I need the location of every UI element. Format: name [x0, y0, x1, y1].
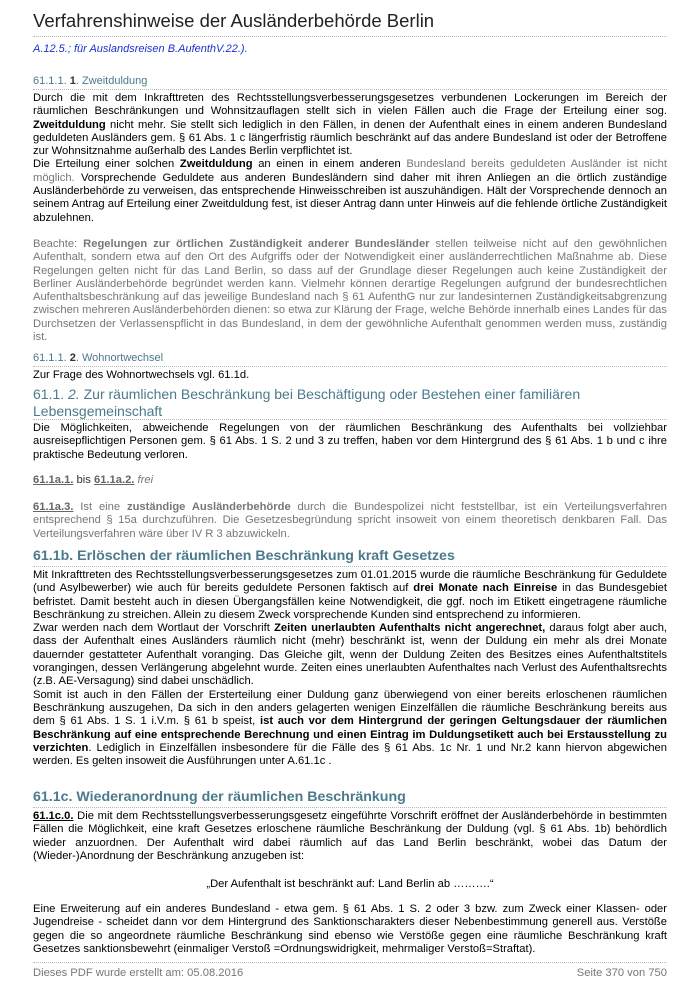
document-title: Verfahrenshinweise der Ausländerbehörde Berlin — [33, 10, 435, 31]
heading-number: 61.1.1. — [33, 75, 67, 87]
heading-divider — [33, 419, 667, 420]
heading-number-bold: 1 — [69, 75, 76, 87]
quote-line: „Der Aufenthalt ist beschränkt auf: Land Berlin ab ……….“ — [206, 878, 494, 890]
bold-text: Zeiten unerlaubten Aufenthalts nicht angerechnet, — [274, 622, 546, 635]
text: Vorsprechende Geduldete aus anderen Bundesländern sind daher mit ihren Anliegen an die örtlich zuständige Ausländerbehörde zu verweisen, das entsprechende Hinweisschreiben ist auszuhändigen. Hält der Vorsprechende dennoch an seinem Antrag auf Erteilung einer Zweitduldung fest, ist dieser Antrag dann unter Hinweis auf die fehlende örtliche Zuständigkeit abzulehnen. — [33, 171, 667, 224]
grey-text: Bundesland bereits geduldeten Ausländer ist nicht möglich. — [33, 158, 668, 184]
heading-beschaeftigung — [33, 386, 667, 419]
heading-text: Zur räumlichen Beschränkung bei Beschäftigung oder Bestehen einer familiären Lebensgemeinschaft — [33, 386, 581, 419]
reference-line: A.12.5.; für Auslandsreisen B.AufenthV.22.). — [33, 43, 248, 55]
heading-wiederanordnung: 61.1c. Wiederanordnung der räumlichen Beschränkung — [33, 789, 406, 805]
footer-page-number: Seite 370 von 750 — [576, 967, 667, 979]
heading-text: . Zweitduldung — [75, 75, 148, 87]
text: Ist eine — [80, 501, 121, 513]
text: an einen in einem anderen — [258, 158, 401, 171]
link-61-1a-3[interactable]: 61.1a.3. — [33, 501, 74, 513]
bold-text: ist auch vor dem Hintergrund der geringen Geltungsdauer der räumlichen Beschränkung auf eine entsprechende Berechnung und einen Eintrag im Duldungsetikett auch bei Erstausstellung zu verzichten — [33, 715, 667, 754]
heading-erloeschen: 61.1b. Erlöschen der räumlichen Beschränkung kraft Gesetzes — [33, 548, 455, 564]
paragraph-wohnortwechsel: Zur Frage des Wohnortwechsels vgl. 61.1d. — [33, 369, 250, 381]
note-paragraph — [33, 238, 667, 344]
bold-text: Regelungen zur örtlichen Zuständigkeit anderer Bundesländer — [83, 238, 430, 250]
note-label: Beachte: — [33, 238, 78, 250]
paragraph-erloeschen — [33, 569, 667, 768]
footer-divider — [33, 962, 667, 963]
text: nicht mehr. Sie stellt sich lediglich in den Fällen, in denen der Aufenthalt eines in einem anderen Bundesland geduldeten Ausländers gem. § 61 Abs. 1 c längerfristig räumlich beschränkt auf das andere Bundesland ist oder der Betroffene zur Wohnsitznahme außerhalb des Landes Berlin verpflichtet ist. — [33, 118, 667, 158]
text: in das Bundesgebiet befristet. Damit besteht auch in diesen Übergangsfällen keine Notwendigkeit, die ggf. noch im Etikett eingetragene räumliche Beschränkung zu streichen. Allein zu diesem Zweck vorsprechende Kunden sind entsprechend zu informieren. — [33, 582, 668, 621]
text: . Lediglich in Einzelfällen insbesondere für die Fälle des § 61 Abs. 1c Nr. 1 und Nr.2 kann hiervon abgewichen werden. Es gelten insoweit die Ausführungen unter A.61.1c . — [33, 741, 667, 768]
text: Mit Inkrafttreten des Rechtsstellungsverbesserungsgesetzes zum 01.01.2015 wurde die räumliche Beschränkung für Geduldete (und Asylbewerber) wie auch für bereits geduldete Personen faktisch auf — [33, 569, 667, 595]
text: Durch die mit dem Inkrafttreten des Rechtsstellungsverbesserungsgesetzes verbundenen Lockerungen im Bereich der räumlichen Beschränkungen und Wohnsitzauflagen stellt sich in vielen Fällen auch die Frage der Erteilung einer sog. — [33, 92, 667, 118]
paragraph-frei — [33, 474, 667, 487]
paragraph-beschaeftigung: Die Möglichkeiten, abweichende Regelungen von der räumlichen Beschränkung des Aufenthalts bei vollziehbar ausreisepflichtigen Personen gem. § 61 Abs. 1 S. 2 und 3 zu treffen, haben vor dem Hintergrund des § 61 Abs. 1 b und c ihre praktische Bedeutung verloren. — [33, 422, 667, 461]
text: durch die Bundespolizei nicht feststellbar, ist ein Verteilungsverfahren entsprechend § 15a durchzuführen. Die Gesetzesbegründung spricht insoweit von einem theoretisch denkbaren Fall. Das Verteilungsverfahren wäre über IV R 3 abzuwickeln. — [33, 501, 667, 540]
heading-number-bold: 2 — [69, 352, 76, 364]
bold-text: zuständige Ausländerbehörde — [126, 501, 291, 513]
title-divider — [33, 36, 667, 37]
heading-zweitduldung — [33, 75, 667, 88]
heading-wohnortwechsel — [33, 352, 667, 365]
heading-text: . Wohnortwechsel — [75, 352, 164, 364]
footer-created: Dieses PDF wurde erstellt am: 05.08.2016 — [33, 967, 244, 979]
text: Zwar werden nach dem Wortlaut der Vorschrift — [33, 622, 270, 635]
paragraph-erweiterung: Eine Erweiterung auf ein anderes Bundesland - etwa gem. § 61 Abs. 1 S. 2 oder 3 bzw. zum Zweck einer Klassen- oder Jugendreise - scheidet dann vor dem Hintergrund des Sanktionscharakters dieser Nebenbestimmung generell aus. Verstöße gegen die so angeordnete räumliche Beschränkung sind ebenso wie Verstöße gegen eine räumliche Beschränkung kraft Gesetzes sanktionsbewehrt (einmaliger Verstoß =Ordnungswidrigkeit, mehrmaliger Verstoß=Straftat). — [33, 903, 667, 955]
text: frei — [137, 474, 154, 486]
heading-divider — [33, 566, 667, 567]
text: Somit ist auch in den Fällen der Ersterteilung einer Duldung ganz überwiegend von einer bereits erloschenen räumlichen Beschränkung auszugehen, Da sich in den anders gelagerten wenigen Einzelfällen die räumliche Beschränkung bereits aus dem § 61 Abs. 1 S. 1 i.V.m. § 61 b speist, — [33, 688, 667, 728]
heading-number-italic: 2. — [68, 386, 80, 402]
link-61-1a-2[interactable]: 61.1a.2. — [93, 474, 135, 486]
paragraph-zweitduldung-1 — [33, 92, 667, 225]
text: Die mit dem Rechtsstellungsverbesserungsgesetz eingeführte Vorschrift eröffnet der Ausländerbehörde in bestimmten Fällen die Möglichkeit, eine kraft Gesetzes erloschene räumliche Beschränkung der Duldung (vgl. § 61 Abs. 1b) behördlich wieder anzuordnen. Der Aufenthalt wird dabei räumlich auf das Land Berlin beschränkt, wobei das Datum der (Wieder-)Anordnung der Beschränkung anzugeben ist: — [33, 810, 668, 862]
section-number: 61.1c.0. — [33, 810, 74, 822]
heading-divider — [33, 807, 667, 808]
text: bis — [76, 474, 91, 486]
heading-number: 61.1.1. — [33, 352, 67, 364]
link-61-1a-1[interactable]: 61.1a.1. — [33, 474, 74, 486]
text: stellen teilweise nicht auf den gewöhnlichen Aufenthalt, sondern etwa auf den Ort des Aufgriffs oder der Notwendigkeit einer ausländerrechtlichen Maßnahme ab. Diese Regelungen gelten nicht für das Land Berlin, so dass auf der Grundlage dieser Regelungen auch keine Zuständigkeit der Berliner Ausländerbehörde begründet werden kann. Vielmehr können derartige Regelungen aufgrund der bundesrechtlichen Aufenthaltsbeschränkung auf das jeweilige Bundesland nach § 61 AufenthG nur zur landesinternen Zuständigkeitsabgrenzung zwischen mehreren Ausländerbehörden dienen: so etwa zur Klärung der Frage, welche Behörde innerhalb eines Landes für das Durchsetzen der Verlassenspflicht in das Bundesland, in dem der gewöhnliche Aufenthalt genommen werden muss, zuständig ist. — [33, 238, 668, 344]
heading-number: 61.1. — [33, 386, 65, 402]
heading-divider — [33, 366, 667, 367]
paragraph-61-1a-3 — [33, 501, 667, 541]
bold-text: drei Monate nach Einreise — [413, 582, 558, 595]
text: daraus folgt aber auch, dass der Aufenthalt eines Ausländers räumlich nicht (mehr) beschränkt ist, wenn der Duldung ein mehr als drei Monate dauernder gestatteter Aufenthalt voranging. Das Gleiche gilt, wenn der Duldung Zeiten des Besitzes eines Aufenthaltstitels vorangingen, dessen Verlängerung abgelehnt wurde. Zeiten eines unerlaubten Aufenthaltes nach Verlust des Aufenthaltsrechts (z.B. AE-Versagung) sind dabei unschädlich. — [33, 622, 668, 688]
bold-text: Zweitduldung — [33, 118, 106, 131]
paragraph-wiederanordnung — [33, 810, 667, 863]
heading-divider — [33, 89, 667, 90]
text: Die Erteilung einer solchen — [33, 158, 175, 171]
bold-text: Zweitduldung — [179, 158, 253, 171]
